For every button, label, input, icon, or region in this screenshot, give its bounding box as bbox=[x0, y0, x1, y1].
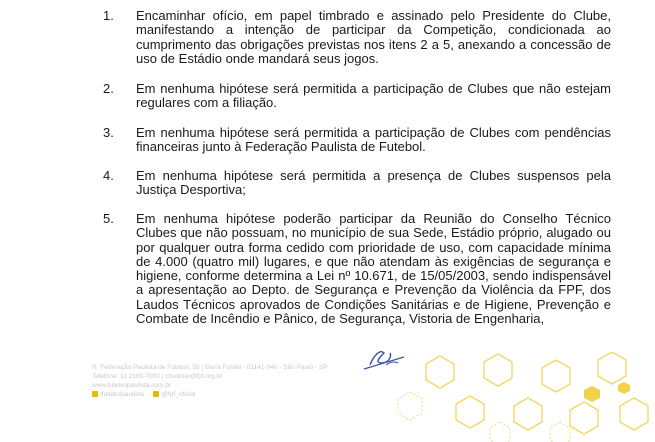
item-text: Em nenhuma hipótese será permitida a participação de Clubes que não estejam regulares com a filiação. bbox=[136, 81, 611, 111]
footer-website[interactable]: www.futebolpaulista.com.br bbox=[92, 382, 172, 389]
item-number: 4. bbox=[103, 168, 114, 183]
item-text: Em nenhuma hipótese poderão participar da Reunião do Conselho Técnico Clubes que não possuam, no município de sua Sede, Estádio próprio, alugado ou por qualquer outra forma cedido com prioridade de uso, com capacidade mínima de 4.000 (quatro mil) lugares, e que não atendam às exigências de segurança e higiene, conforme determina a Lei nº 10.671, de 15/05/2003, sendo indispensável a apresentação ao Depto. de Segurança e Prevenção da Violência da FPF, dos Laudos Técnicos aprovados de Condições Sanitárias e de Higiene, Prevenção e Combate de Incêndio e Pânico, de Segurança, Vistoria de Engenharia, bbox=[136, 211, 611, 327]
instagram-icon bbox=[153, 391, 159, 397]
facebook-handle[interactable]: /futebolpaulista bbox=[100, 391, 144, 398]
item-number: 5. bbox=[103, 211, 114, 226]
instagram-handle[interactable]: @fpf_oficial bbox=[161, 391, 196, 398]
item-number: 3. bbox=[103, 125, 114, 140]
hexagon-pattern-decoration bbox=[380, 352, 650, 442]
facebook-icon bbox=[92, 391, 98, 397]
footer-phone: Telefone: 11 2189-7000 | cbsdone@fpf.org.br bbox=[92, 373, 223, 380]
item-number: 2. bbox=[103, 81, 114, 96]
footer-address: R. Federação Paulista de Futebol, 55 | Barra Funda - 01141-040 - São Paulo - SP bbox=[92, 364, 328, 371]
item-number: 1. bbox=[103, 8, 114, 23]
item-text: Em nenhuma hipótese será permitida a participação de Clubes com pendências financeiras junto à Federação Paulista de Futebol. bbox=[136, 125, 611, 155]
footer-social bbox=[92, 391, 195, 399]
item-text: Encaminhar ofício, em papel timbrado e assinado pelo Presidente do Clube, manifestando a intenção de participar da Competição, condicionada ao cumprimento das obrigações previstas nos itens 2 a 5, anexando a concessão de uso de Estádio onde mandará seus jogos. bbox=[136, 8, 611, 66]
item-text: Em nenhuma hipótese será permitida a presença de Clubes suspensos pela Justiça Desportiva; bbox=[136, 168, 611, 198]
